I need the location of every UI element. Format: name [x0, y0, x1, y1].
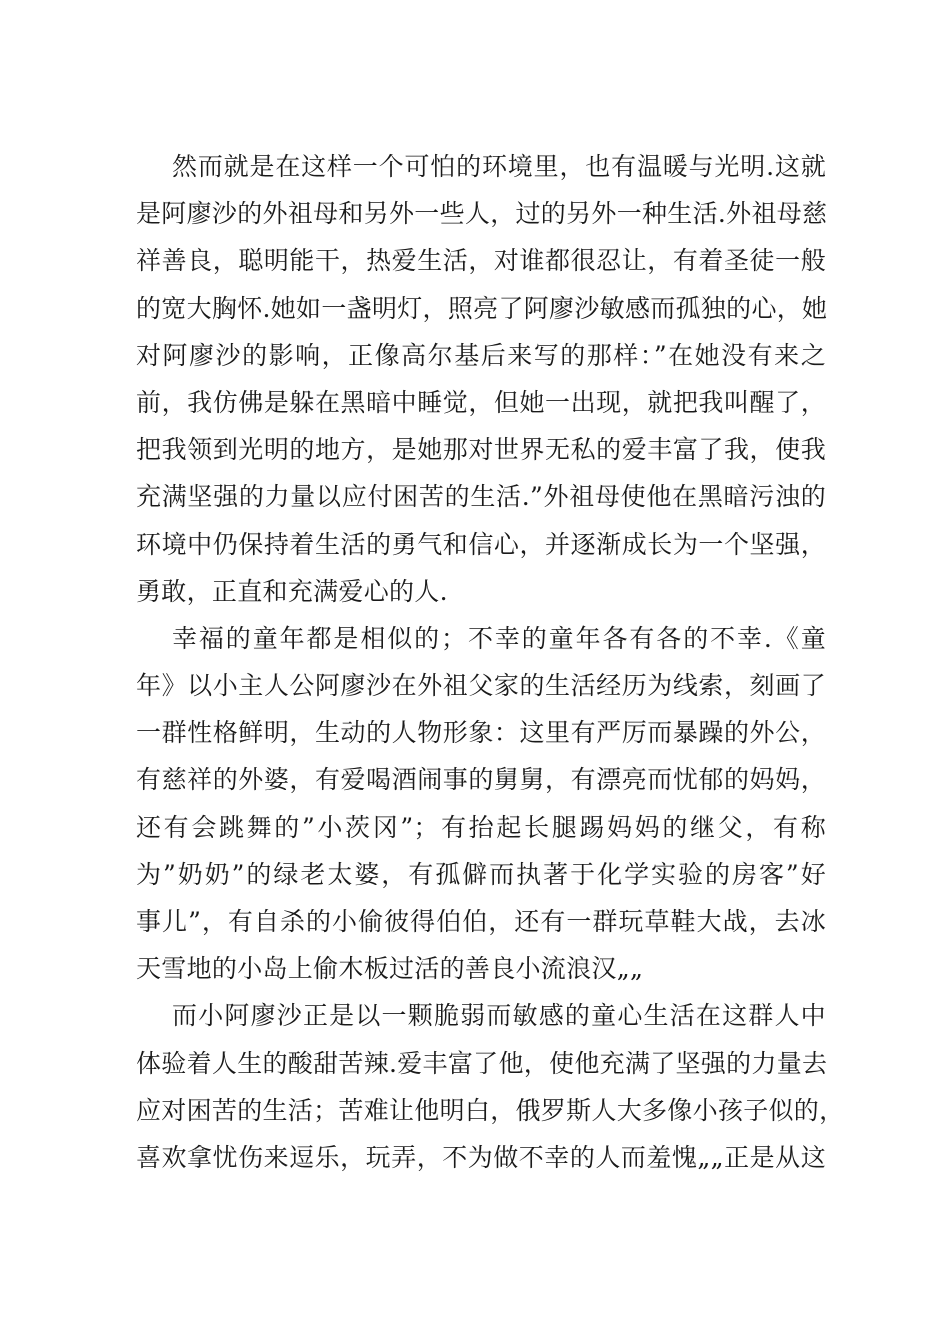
paragraph-1-line-5: 对阿廖沙的影响，正像高尔基后来写的那样：”在她没有来之: [136, 340, 826, 370]
paragraph-3-line-4: 喜欢拿忧伤来逗乐，玩弄，不为做不幸的人而羞愧„„正是从这: [136, 1142, 826, 1172]
paragraph-2-line-8: 天雪地的小岛上偷木板过活的善良小流浪汉„„: [136, 954, 644, 984]
paragraph-1-line-8: 充满坚强的力量以应付困苦的生活.”外祖母使他在黑暗污浊的: [136, 482, 826, 512]
paragraph-2-line-2: 年》以小主人公阿廖沙在外祖父家的生活经历为线索，刻画了: [136, 671, 826, 701]
paragraph-2-line-3: 一群性格鲜明，生动的人物形象：这里有严厉而暴躁的外公，: [136, 718, 826, 748]
paragraph-2-line-7: 事儿”，有自杀的小偷彼得伯伯，还有一群玩草鞋大战，去冰: [136, 907, 826, 936]
paragraph-1-line-1: 然而就是在这样一个可怕的环境里，也有温暖与光明.这就: [172, 152, 826, 181]
paragraph-3-line-1: 而小阿廖沙正是以一颗脆弱而敏感的童心生活在这群人中: [172, 1001, 826, 1031]
paragraph-1-line-6: 前，我仿佛是躲在黑暗中睡觉，但她一出现，就把我叫醒了，: [136, 387, 826, 417]
paragraph-2-line-1: 幸福的童年都是相似的；不幸的童年各有各的不幸.《童: [172, 623, 826, 653]
paragraph-3-line-2: 体验着人生的酸甜苦辣.爱丰富了他，使他充满了坚强的力量去: [136, 1048, 828, 1078]
paragraph-2-line-5: 还有会跳舞的”小茨冈”；有抬起长腿踢妈妈的继父，有称: [136, 812, 826, 842]
paragraph-1-line-10: 勇敢，正直和充满爱心的人.: [136, 576, 448, 606]
paragraph-1-line-2: 是阿廖沙的外祖母和另外一些人，过的另外一种生活.外祖母慈: [136, 199, 828, 229]
paragraph-1-line-7: 把我领到光明的地方，是她那对世界无私的爱丰富了我，使我: [136, 435, 826, 465]
paragraph-1-line-3: 祥善良，聪明能干，热爱生活，对谁都很忍让，有着圣徒一般: [136, 246, 826, 276]
paragraph-2-line-6: 为”奶奶”的绿老太婆，有孤僻而执著于化学实验的房客”好: [136, 859, 826, 889]
paragraph-2-line-4: 有慈祥的外婆，有爱喝酒闹事的舅舅，有漂亮而忧郁的妈妈，: [136, 765, 826, 795]
body-text: [136, 143, 845, 1181]
paragraph-1-line-4: 的宽大胸怀.她如一盏明灯，照亮了阿廖沙敏感而孤独的心，她: [136, 293, 828, 323]
paragraph-1-line-9: 环境中仍保持着生活的勇气和信心，并逐渐成长为一个坚强，: [136, 529, 826, 559]
paragraph-3-line-3: 应对困苦的生活；苦难让他明白，俄罗斯人大多像小孩子似的，: [136, 1095, 845, 1125]
